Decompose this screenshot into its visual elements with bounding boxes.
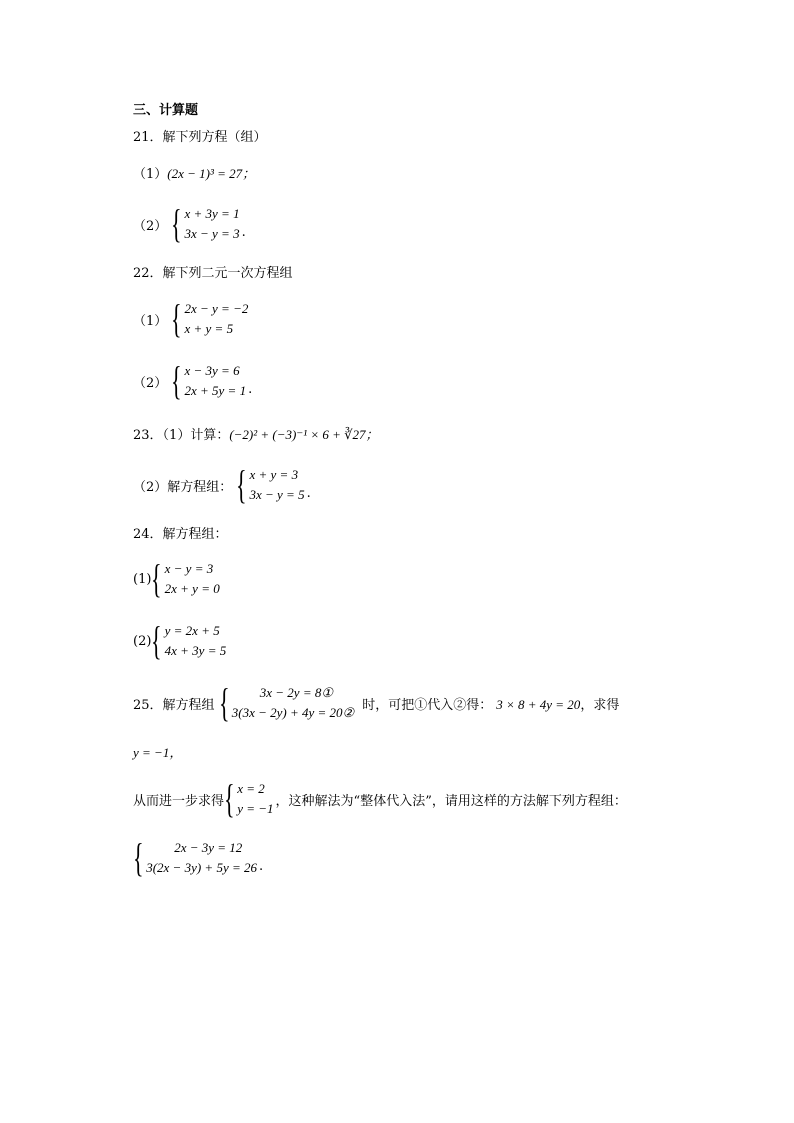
q24-part2-label: (2) xyxy=(133,633,152,649)
equation-rows xyxy=(146,838,257,878)
section-title: 三、计算题 xyxy=(133,103,199,118)
brace-icon: { xyxy=(151,556,162,601)
q25-line3-post: ，这种解法为“整体代入法”，请用这样的方法解下列方程组： xyxy=(275,793,627,809)
q21-part1-label: （1） xyxy=(133,167,168,182)
end-mark: . xyxy=(241,225,246,240)
q22-part1-label: （1） xyxy=(133,313,168,329)
q24-part1-system xyxy=(133,556,220,601)
q25-line3-pre: 从而进一步求得 xyxy=(133,793,225,809)
end-mark: . xyxy=(248,382,253,397)
brace-icon: { xyxy=(133,835,144,880)
equation-row: y = −1 xyxy=(237,801,274,816)
equation-row: 3(2x − 3y) + 5y = 26 xyxy=(146,860,257,875)
q23-part1 xyxy=(133,426,378,445)
equation-row: 2x + y = 0 xyxy=(164,581,220,596)
equation-rows xyxy=(232,683,354,723)
q23-part1-text: 23．（1）计算： xyxy=(133,428,230,443)
equation-rows xyxy=(249,465,304,505)
brace-icon: { xyxy=(171,201,182,246)
equation-row: 2x + 5y = 1 xyxy=(184,383,247,398)
equation-rows xyxy=(165,559,220,599)
q23-part2-system xyxy=(133,462,311,507)
q25-line2: y = −1， xyxy=(133,745,183,760)
equation-row: x + y = 3 xyxy=(249,467,299,482)
q22-part1-system xyxy=(133,296,249,341)
equation-row: x − y = 3 xyxy=(164,561,214,576)
equation-row: x + 3y = 1 xyxy=(184,206,240,221)
q22-part2-system xyxy=(133,358,253,403)
equation-rows xyxy=(165,621,227,661)
q24-part1-label: (1) xyxy=(133,571,152,587)
equation-row: 3x − y = 3 xyxy=(184,226,240,241)
q21-part2-label: （2） xyxy=(133,218,168,234)
q25-final-system xyxy=(133,835,264,880)
q21-title: 21．解下列方程（组） xyxy=(133,130,267,145)
end-mark: . xyxy=(259,859,264,874)
q25-after xyxy=(362,694,619,713)
q25-expr: 3 × 8 + 4y = 20 xyxy=(496,696,581,712)
equation-row: x = 2 xyxy=(237,781,265,796)
equation-rows xyxy=(184,299,248,339)
equation-row: x + y = 5 xyxy=(184,321,234,336)
brace-icon: { xyxy=(218,680,230,725)
equation-rows xyxy=(184,204,239,244)
equation-row: 2x − y = −2 xyxy=(184,301,249,316)
q22-part2-label: （2） xyxy=(133,375,168,391)
q25-after-text: 时，可把①代入②得： xyxy=(362,697,493,713)
q25-tail: ，求得 xyxy=(580,697,620,713)
brace-icon: { xyxy=(171,296,182,341)
end-mark: . xyxy=(306,486,311,501)
q23-part1-expr: (−2)² + (−3)⁻¹ × 6 + ∛27； xyxy=(229,427,379,442)
q25-solution xyxy=(133,776,627,821)
q23-part2-label: （2）解方程组： xyxy=(133,479,233,495)
brace-icon: { xyxy=(151,618,162,663)
equation-row: y = 2x + 5 xyxy=(164,623,220,638)
brace-icon: { xyxy=(171,358,182,403)
brace-icon: { xyxy=(224,776,235,821)
q21-part2-system xyxy=(133,201,246,246)
q22-title: 22．解下列二元一次方程组 xyxy=(133,266,293,281)
equation-row: 3(3x − 2y) + 4y = 20② xyxy=(231,705,355,720)
q21-part1-expr: (2x − 1)³ = 27； xyxy=(167,166,256,181)
equation-rows xyxy=(184,361,246,401)
equation-row: x − 3y = 6 xyxy=(184,363,240,378)
equation-rows xyxy=(237,779,273,819)
equation-row: 3x − 2y = 8① xyxy=(259,685,333,700)
q25-system xyxy=(133,680,620,725)
equation-row: 4x + 3y = 5 xyxy=(164,643,227,658)
q21-part1 xyxy=(133,165,255,184)
brace-icon: { xyxy=(236,462,247,507)
equation-row: 3x − y = 5 xyxy=(249,487,305,502)
q25-label: 25．解方程组 xyxy=(133,697,215,713)
q24-part2-system xyxy=(133,618,227,663)
equation-row: 2x − 3y = 12 xyxy=(174,840,243,855)
q24-title: 24．解方程组： xyxy=(133,527,228,542)
